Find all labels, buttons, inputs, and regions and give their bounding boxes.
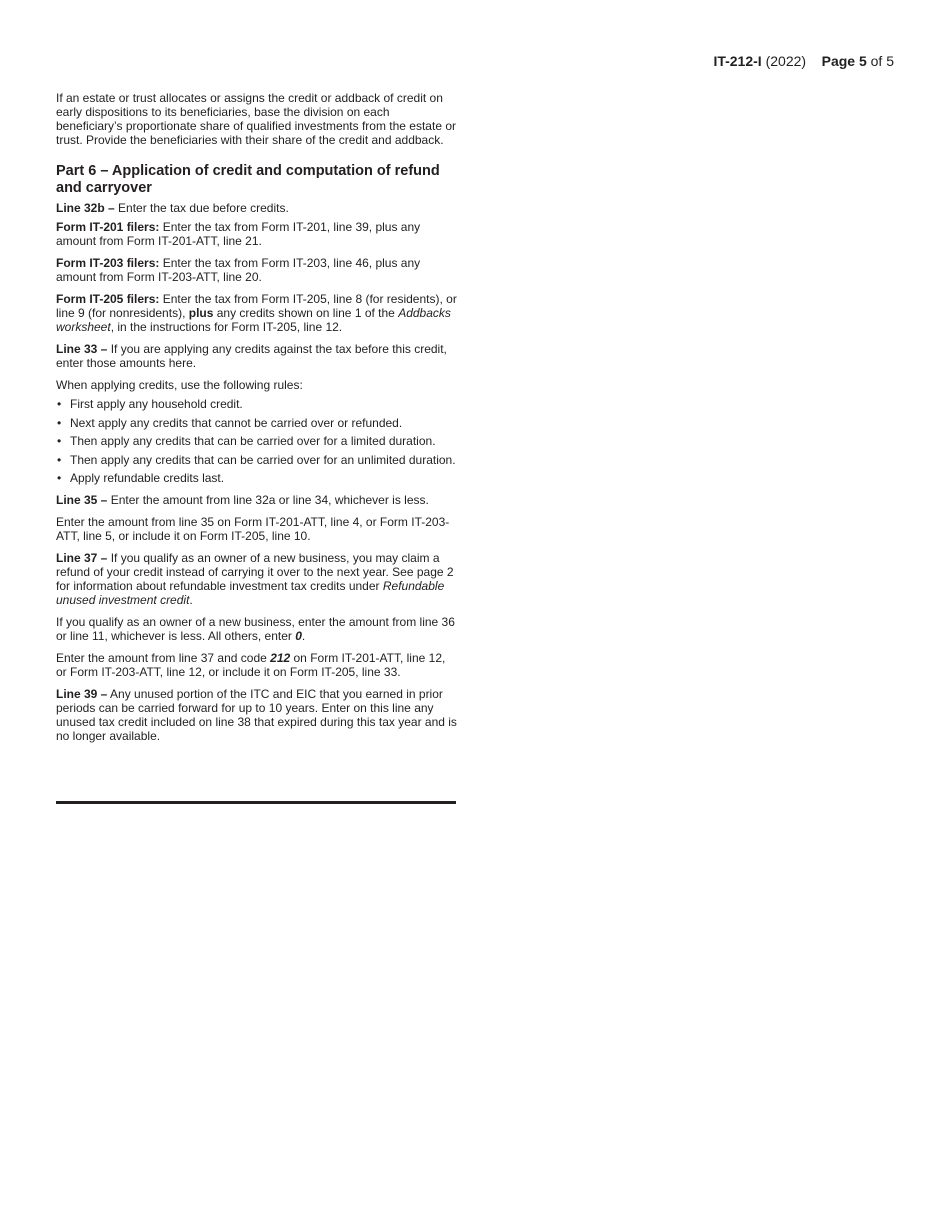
it203-label: Form IT-203 filers: xyxy=(56,256,160,270)
line37-paragraph xyxy=(56,551,458,607)
credit-rules-list xyxy=(56,397,458,485)
end-divider xyxy=(56,801,456,804)
list-item: • Next apply any credits that cannot be carried over or refunded. xyxy=(56,416,458,430)
line37-code-paragraph xyxy=(56,651,458,679)
line35-label: Line 35 – xyxy=(56,493,108,507)
it201-label: Form IT-201 filers: xyxy=(56,220,160,234)
line33-text: If you are applying any credits against the tax before this credit, enter those amounts here. xyxy=(56,342,447,370)
line37-new-business-paragraph xyxy=(56,615,458,643)
line37-new-business-text: If you qualify as an owner of a new business, enter the amount from line 36 or line 11, whichever is less. All others, enter xyxy=(56,615,455,643)
list-item: • Then apply any credits that can be carried over for a limited duration. xyxy=(56,434,458,448)
it203-paragraph xyxy=(56,256,458,284)
list-item: • Apply refundable credits last. xyxy=(56,471,458,485)
line33-label: Line 33 – xyxy=(56,342,108,356)
page-number: Page 5 xyxy=(821,53,867,69)
line39-paragraph xyxy=(56,687,458,743)
line33-paragraph xyxy=(56,342,458,370)
line32b-paragraph xyxy=(56,201,458,215)
line39-label: Line 39 – xyxy=(56,687,108,701)
list-item: • Then apply any credits that can be carried over for an unlimited duration. xyxy=(56,453,458,467)
zero-value: 0 xyxy=(295,629,302,643)
it205-text-3: , in the instructions for Form IT-205, line 12. xyxy=(110,320,343,334)
addbacks-worksheet-ref: Addbacks worksheet xyxy=(56,306,451,334)
line37-end: . xyxy=(189,593,193,607)
line35-followup-paragraph: Enter the amount from line 35 on Form IT-201-ATT, line 4, or Form IT-203-ATT, line 5, or include it on Form IT-205, line 10. xyxy=(56,515,450,543)
refundable-credit-ref: Refundable unused investment credit xyxy=(56,579,445,607)
intro-paragraph: If an estate or trust allocates or assigns the credit or addback of credit on early dispositions to its beneficiaries, base the division on each beneficiary’s proportionate share of qualified investments from the estate or trust. Provide the beneficiaries with their share of the credit and addback. xyxy=(56,91,456,147)
line32b-label: Line 32b – xyxy=(56,201,115,215)
line37-label: Line 37 – xyxy=(56,551,108,565)
it205-plus: plus xyxy=(188,306,214,320)
it203-text: Enter the tax from Form IT-203, line 46, plus any amount from Form IT-203-ATT, line 20. xyxy=(56,256,421,284)
line35-paragraph xyxy=(56,493,458,507)
rules-intro: When applying credits, use the following rules: xyxy=(56,378,303,392)
list-item: • First apply any household credit. xyxy=(56,397,458,411)
line37-new-business-end: . xyxy=(301,629,306,643)
it205-text-2: any credits shown on line 1 of the xyxy=(213,306,399,320)
it205-text-1: Enter the tax from Form IT-205, line 8 (for residents), or line 9 (for nonresidents), xyxy=(56,292,457,320)
it201-paragraph xyxy=(56,220,458,248)
line37-code-text-2: on Form IT-201-ATT, line 12, or Form IT-203-ATT, line 12, or include it on Form IT-205, line 33. xyxy=(56,651,446,679)
it205-paragraph xyxy=(56,292,458,334)
line39-text: Any unused portion of the ITC and EIC that you earned in prior periods can be carried forward for up to 10 years. Enter on this line any unused tax credit included on line 38 that expired during this tax year and is no longer available. xyxy=(56,687,457,743)
form-id: IT-212-I xyxy=(713,53,762,69)
credit-code: 212 xyxy=(270,651,291,665)
page-header xyxy=(713,53,894,69)
instructions-column xyxy=(56,91,458,751)
it201-text: Enter the tax from Form IT-201, line 39, plus any amount from Form IT-201-ATT, line 21. xyxy=(56,220,421,248)
page-total: of 5 xyxy=(870,53,894,69)
line37-text: If you qualify as an owner of a new business, you may claim a refund of your credit instead of carrying it over to the next year. See page 2 for information about refundable investment tax credits under xyxy=(56,551,454,593)
part6-heading: Part 6 – Application of credit and computation of refund and carryover xyxy=(56,163,440,196)
line35-text: Enter the amount from line 32a or line 34, whichever is less. xyxy=(107,493,429,507)
it205-label: Form IT-205 filers: xyxy=(56,292,160,306)
line37-code-text-1: Enter the amount from line 37 and code xyxy=(56,651,271,665)
line32b-text: Enter the tax due before credits. xyxy=(114,201,289,215)
form-year: (2022) xyxy=(765,53,807,69)
